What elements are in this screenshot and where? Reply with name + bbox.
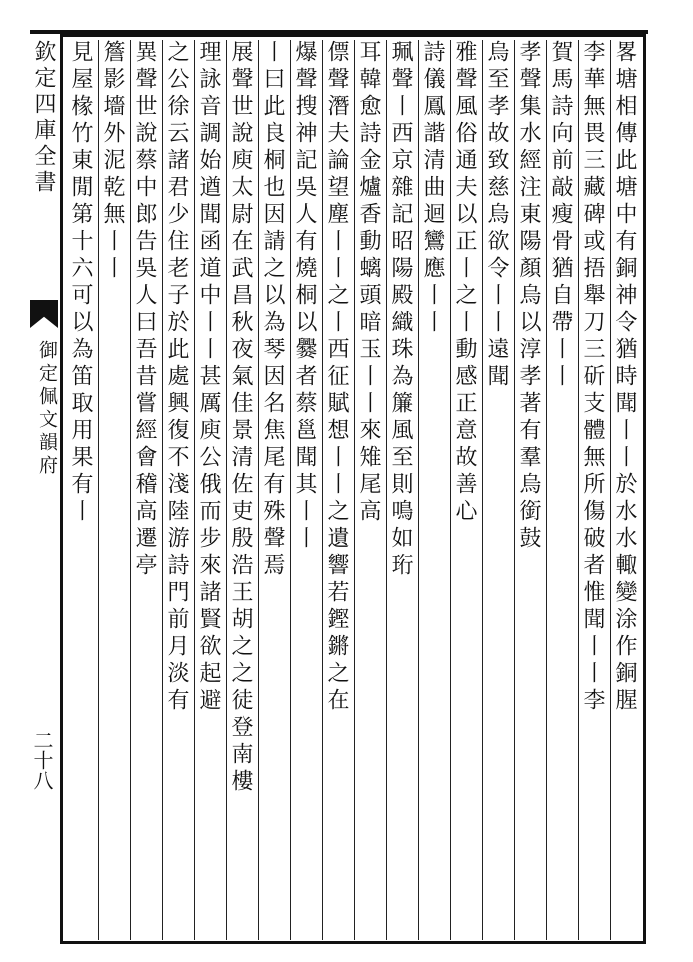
text-column: 珮聲丨西京雜記昭陽殿織珠為簾風至則鳴如珩 — [386, 40, 418, 940]
book-title: 欽定四庫全書 — [31, 40, 56, 196]
text-column: 見屋椽竹東閒第十六可以為笛取用果有丨 — [68, 40, 93, 526]
text-column: 詩儀鳳諧清曲迴鸞應丨丨 — [418, 40, 450, 940]
text-column: 耳韓愈詩金爐香動螭頭暗玉丨丨來雉尾高 — [354, 40, 386, 940]
text-column: 丨曰此良桐也因請之以為琴因名焦尾有殊聲焉 — [258, 40, 290, 940]
text-column: 異聲世說蔡中郎告吳人曰吾昔嘗經會稽高遷亭 — [130, 40, 162, 940]
text-column: 爆聲搜神記吳人有燒桐以爨者蔡邕聞其丨丨 — [290, 40, 322, 940]
text-column: 烏至孝故致慈烏欲令丨丨遠聞 — [482, 40, 514, 940]
text-column: 畧塘相傳此塘中有銅神令猶時聞丨丨於水水輙變涂作銅腥 — [610, 40, 642, 940]
fish-tail-mark — [30, 300, 58, 328]
text-column: 之公徐云諸君少住老子於此處興復不淺陸游詩門前月淡有 — [162, 40, 194, 940]
text-column: 理詠音調始遒聞函道中丨丨甚厲庾公俄而步來諸賢欲起避 — [194, 40, 226, 940]
text-columns — [66, 40, 642, 940]
text-column: 展聲世說庾太尉在武昌秋夜氣佳景清佐吏殷浩王胡之之徒登南樓 — [226, 40, 258, 940]
text-column: 李華無畏三藏碑或捂舉刀三斫支體無所傷破者惟聞丨丨李 — [578, 40, 610, 940]
text-column: 雅聲風俗通夫以正丨之丨動感正意故善心 — [450, 40, 482, 940]
page-number: 二十八 — [30, 730, 54, 790]
text-column: 僄聲潛夫論望塵丨丨之丨西征賦想丨丨之遺響若鏗鏘之在 — [322, 40, 354, 940]
text-column: 孝聲集水經注東陽顏烏以淳孝著有羣烏銜鼓 — [514, 40, 546, 940]
text-column: 賀馬詩向前敲瘦骨猶自帶丨丨 — [546, 40, 578, 940]
book-subtitle: 御定佩文韻府 — [36, 340, 58, 478]
text-column: 簷影墻外泥乾無丨丨 — [98, 40, 130, 940]
